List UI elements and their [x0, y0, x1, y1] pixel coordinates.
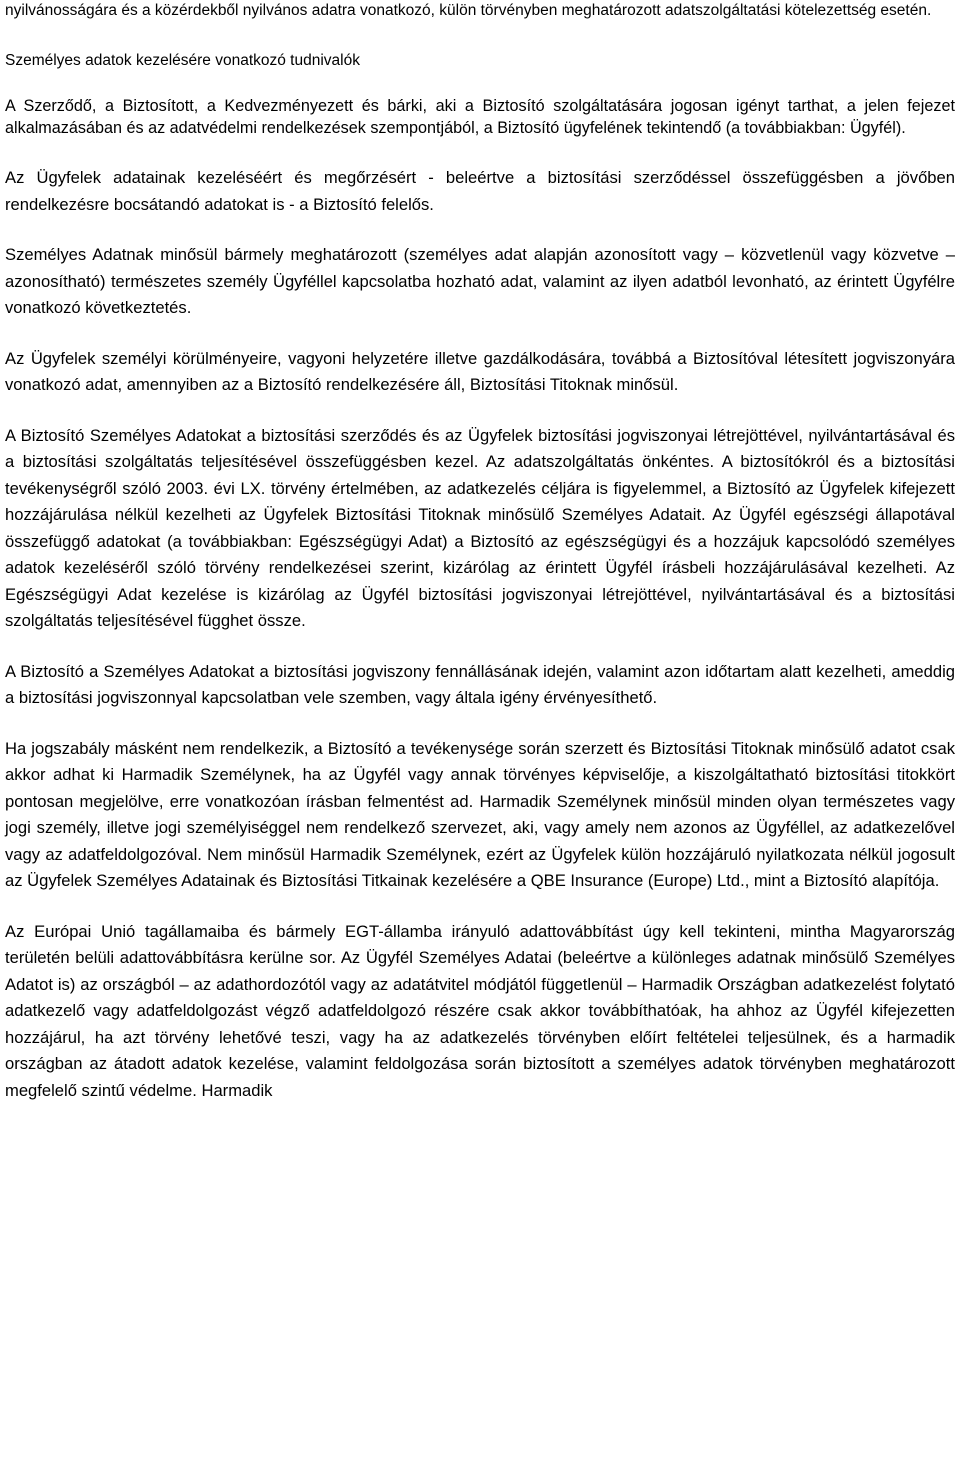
paragraph-insurance-secret: Az Ügyfelek személyi körülményeire, vagyoni helyzetére illetve gazdálkodására, továbbá a Biztosítóval létesített jogviszonyára vonatkozó adat, amennyiben az a Biztosító rendelkezésére áll, Biztosítási Titoknak minősül. — [5, 348, 955, 394]
paragraph-personal-data-definition: Személyes Adatnak minősül bármely meghatározott (személyes adat alapján azonosított vagy – közvetlenül vagy közvetve – azonosítható) természetes személy Ügyféllel kapcsolatba hozható adat, valamint az ilyen adatból levonható, az érintett Ügyfélre vonatkozó következtetés. — [5, 245, 955, 317]
paragraph-eu-transfer: Az Európai Unió tagállamaiba és bármely EGT-államba irányuló adattovábbítást úgy kell tekinteni, mintha Magyarország területén belüli adattovábbításra kerülne sor. Az Ügyfél Személyes Adatai (beleértve a különleges adatnak minősülő Személyes Adatot is) az országból – az adathordozótól vagy az adatátvitel módjától függetlenül – Harmadik Országban adatkezelést folytató adatkezelő vagy adatfeldolgozást végző adatfeldolgozó részére csak akkor továbbíthatóak, ha ahhoz az Ügyfél kifejezetten hozzájárul, ha azt törvény lehetővé teszi, vagy ha az adatkezelés törvényben előírt feltételei teljesülnek, és a harmadik országban az átadott adatok kezelése, valamint feldolgozása során biztosított a személyes adatok törvényben meghatározott megfelelő szintű védelme. Harmadik — [5, 921, 955, 1100]
paragraph-data-responsibility: Az Ügyfelek adatainak kezeléséért és megőrzésért - beleértve a biztosítási szerződéssel összefüggésben a jövőben rendelkezésre bocsátandó adatokat is - a Biztosító felelős. — [5, 168, 955, 214]
document-page — [5, 0, 955, 1104]
section-title: Személyes adatok kezelésére vonatkozó tudnivalók — [5, 52, 360, 69]
carryover-paragraph: nyilvánosságára és a közérdekből nyilvános adatra vonatkozó, külön törvényben meghatározott adatszolgáltatási kötelezettség esetén. — [5, 2, 932, 19]
paragraph-data-processing: A Biztosító Személyes Adatokat a biztosítási szerződés és az Ügyfelek biztosítási jogviszonyai létrejöttével, nyilvántartásával és a biztosítási szolgáltatás teljesítésével összefüggésben kezel. Az adatszolgáltatás önkéntes. A biztosítókról és a biztosítási tevékenységről szóló 2003. évi LX. törvény értelmében, az adatkezelés céljára is figyelemmel, a Biztosító az Ügyfelek kifejezett hozzájárulása nélkül kezelheti az Ügyfelek Biztosítási Titoknak minősülő Személyes Adatait. Az Ügyfél egészségi állapotával összefüggő adatokat (a továbbiakban: Egészségügyi Adat) a Biztosító az egészségügyi és a hozzájuk kapcsolódó személyes adatok kezeléséről szóló törvény rendelkezései szerint, kizárólag az érintett Ügyfél írásbeli hozzájárulásával kezelheti. Az Egészségügyi Adat kezelése is kizárólag az Ügyfél biztosítási jogviszonyai létrejöttével, nyilvántartásával és a biztosítási szolgáltatás teljesítésével függhet össze. — [5, 425, 955, 630]
intro-paragraph: A Szerződő, a Biztosított, a Kedvezményezett és bárki, aki a Biztosító szolgáltatására jogosan igényt tarthat, a jelen fejezet alkalmazásában és az adatvédelmi rendelkezések szempontjából, a Biztosító ügyfelének tekintendő (a továbbiakban: Ügyfél). — [5, 97, 955, 137]
paragraph-retention: A Biztosító a Személyes Adatokat a biztosítási jogviszony fennállásának idején, valamint azon időtartam alatt kezelheti, ameddig a biztosítási jogviszonnyal kapcsolatban vele szemben, vagy általa igény érvényesíthető. — [5, 661, 955, 707]
paragraph-third-party: Ha jogszabály másként nem rendelkezik, a Biztosító a tevékenysége során szerzett és Biztosítási Titoknak minősülő adatot csak akkor adhat ki Harmadik Személynek, ha az Ügyfél vagy annak törvényes képviselője, a kiszolgáltatható biztosítási titokkört pontosan megjelölve, erre vonatkozóan írásban felmentést ad. Harmadik Személynek minősül minden olyan természetes vagy jogi személy, illetve jogi személyiséggel nem rendelkező szervezet, aki, vagy amely nem azonos az Ügyféllel, az adatkezelővel vagy az adatfeldolgozóval. Nem minősül Harmadik Személynek, ezért az Ügyfelek külön hozzájáruló nyilatkozata nélkül jogosult az Ügyfelek Személyes Adatainak és Biztosítási Titkainak kezelésére a QBE Insurance (Europe) Ltd., mint a Biztosító alapítója. — [5, 738, 955, 890]
